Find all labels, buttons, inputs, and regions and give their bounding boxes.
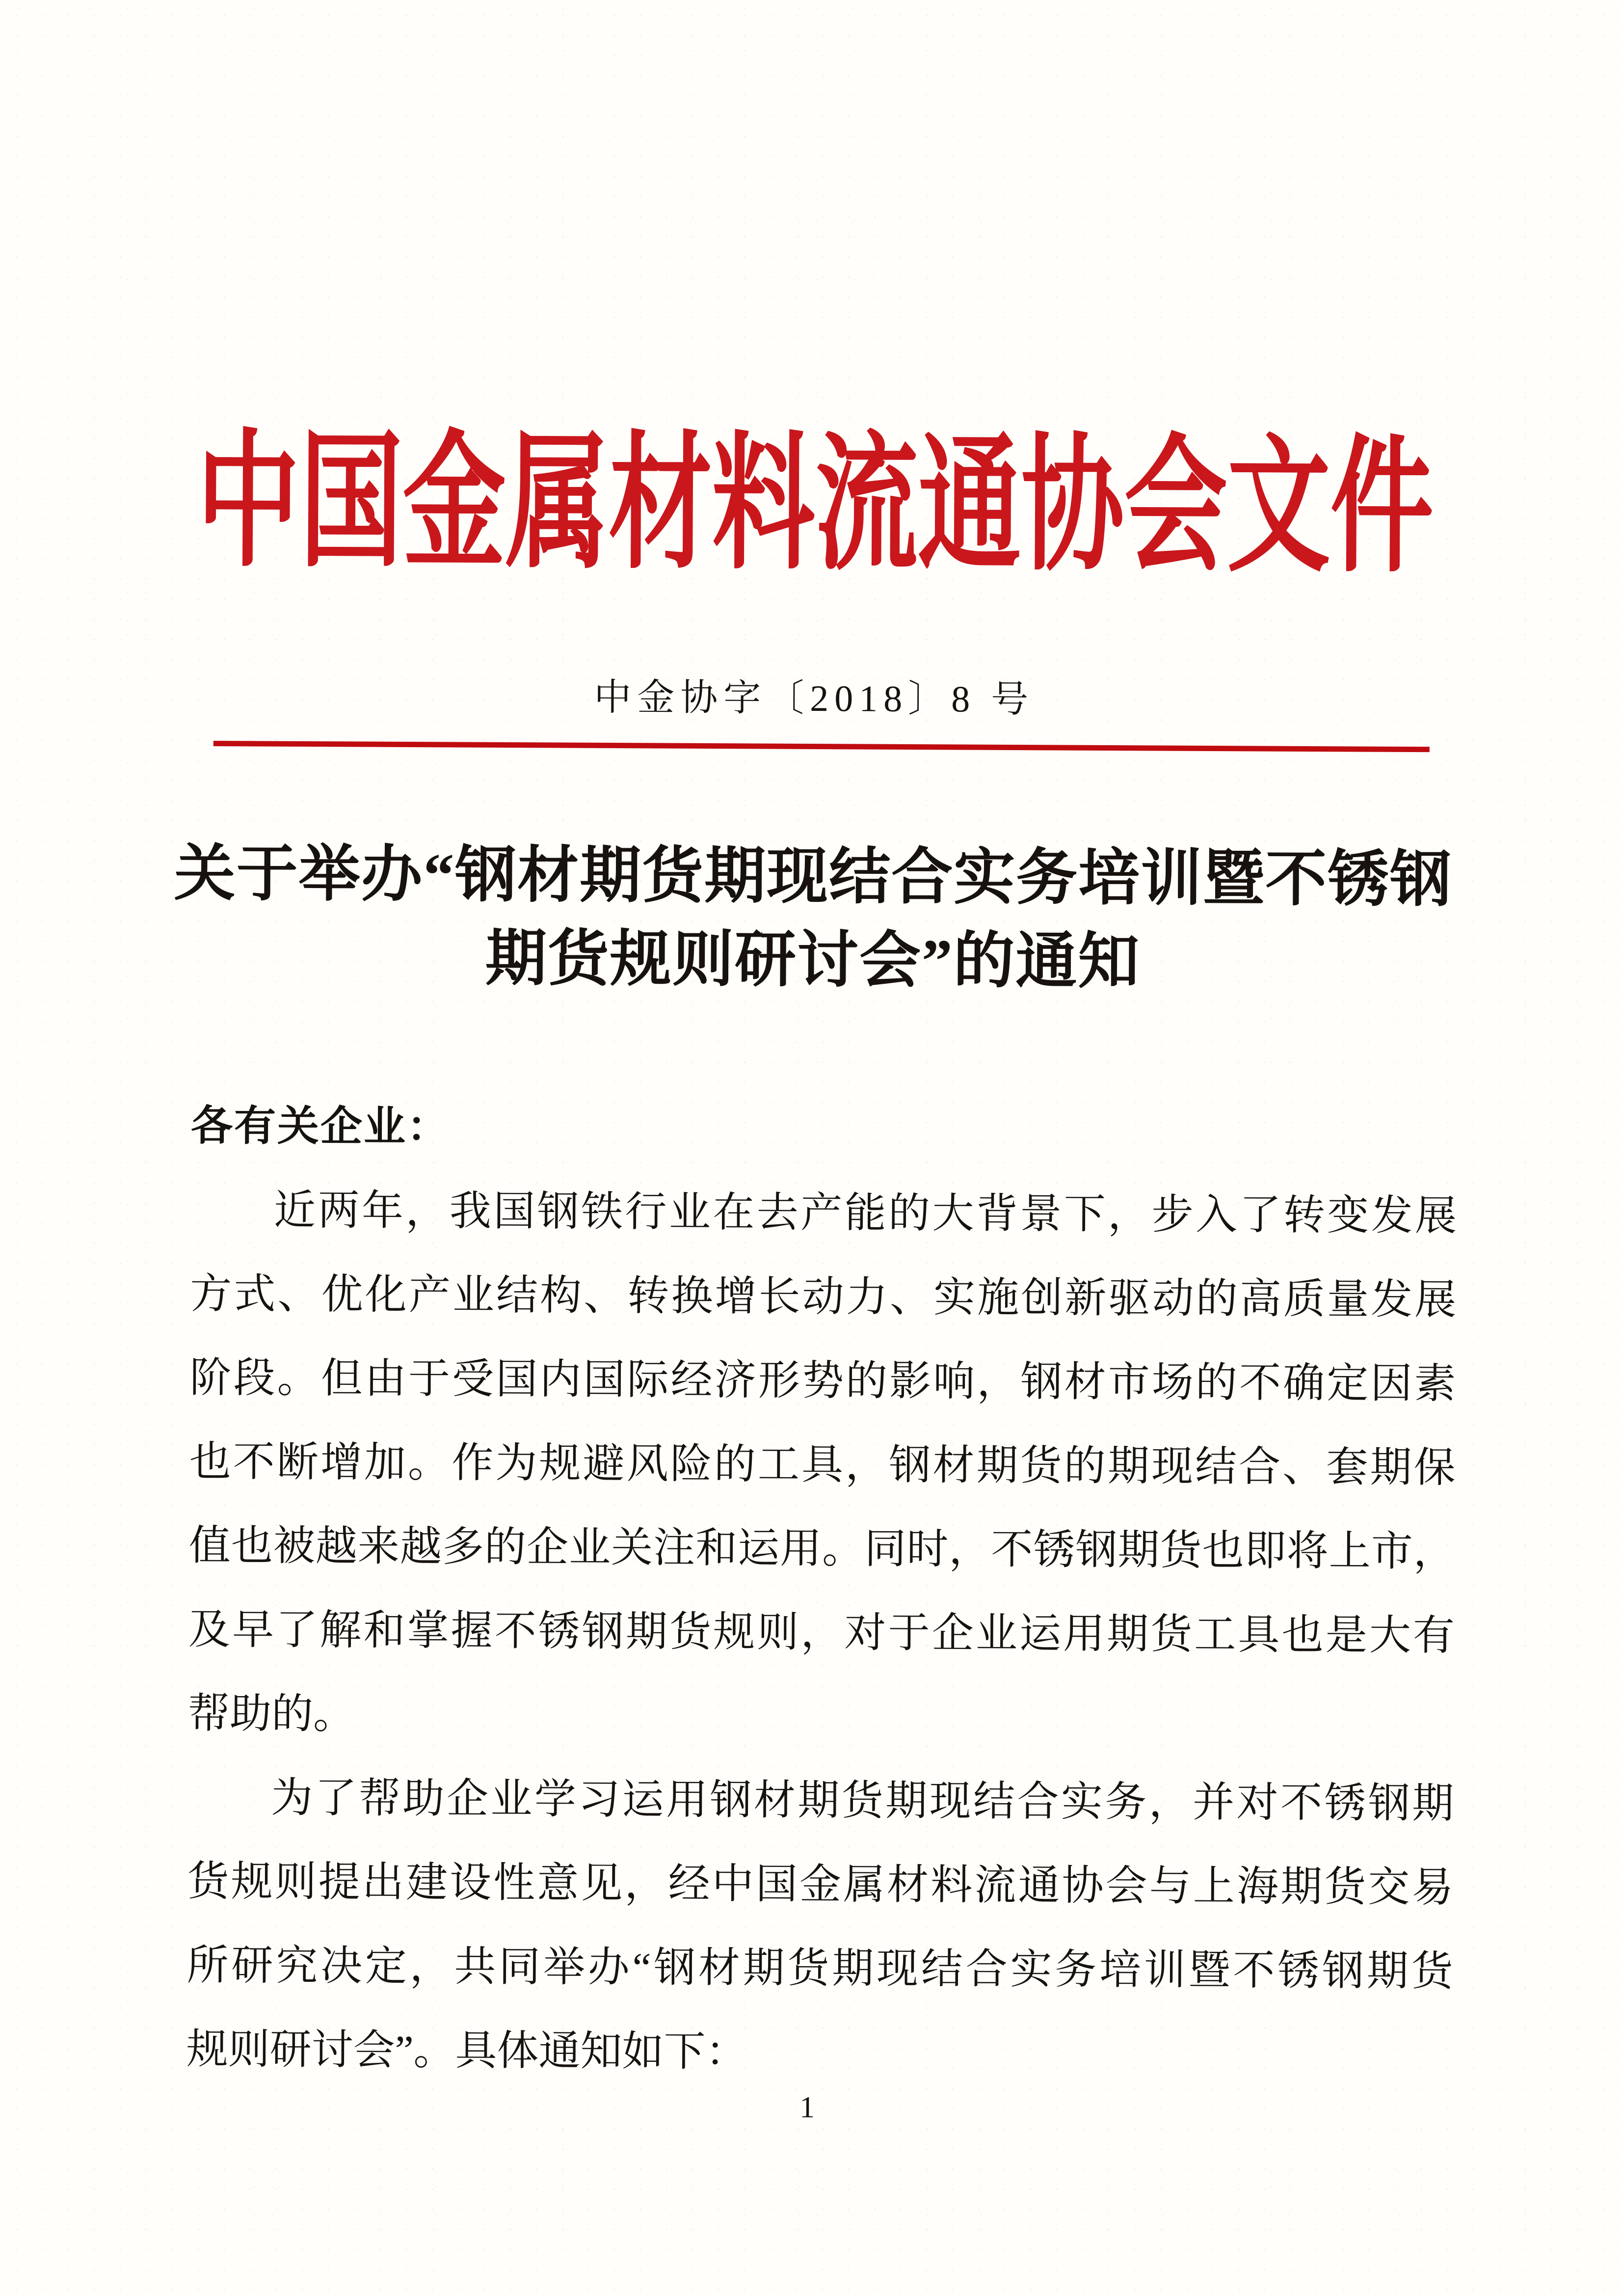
page-number: 1 (799, 2090, 815, 2125)
notice-title (1, 832, 1623, 1006)
body-line: 值也被越来越多的企业关注和运用。同时，不锈钢期货也即将上市， (188, 1522, 1456, 1575)
association-banner-title: 中国金属材料流通协会文件 (196, 421, 1434, 591)
body-line: 及早了解和掌握不锈钢期货规则，对于企业运用期货工具也是大有 (188, 1606, 1455, 1659)
body-line: 也不断增加。作为规避风险的工具，钢材期货的期现结合、套期保 (189, 1438, 1456, 1491)
red-header-separator-line (213, 741, 1430, 752)
salutation: 各有关企业： (190, 1103, 451, 1151)
notice-title-line-2: 期货规则研讨会”的通知 (485, 925, 1141, 997)
notice-body (186, 1084, 1457, 2098)
body-line: 方式、优化产业结构、转换增长动力、实施创新驱动的高质量发展 (190, 1270, 1457, 1324)
document-reference-number: 中金协字〔2018〕8 号 (594, 676, 1035, 721)
body-line: 帮助的。 (187, 1690, 355, 1738)
body-line: 规则研讨会”。具体通知如下： (186, 2026, 747, 2076)
notice-title-line-1: 关于举办“钢材期货期现结合实务培训暨不锈钢 (174, 840, 1453, 915)
body-line: 为了帮助企业学习运用钢材期货期现结合实务，并对不锈钢期 (271, 1775, 1454, 1827)
body-line: 货规则提出建设性意见，经中国金属材料流通协会与上海期货交易 (187, 1858, 1454, 1911)
body-line: 近两年，我国钢铁行业在去产能的大背景下，步入了转变发展 (273, 1187, 1457, 1240)
body-line: 阶段。但由于受国内国际经济形势的影响，钢材市场的不确定因素 (189, 1354, 1456, 1407)
body-line: 所研究决定，共同举办“钢材期货期现结合实务培训暨不锈钢期货 (186, 1942, 1453, 1995)
